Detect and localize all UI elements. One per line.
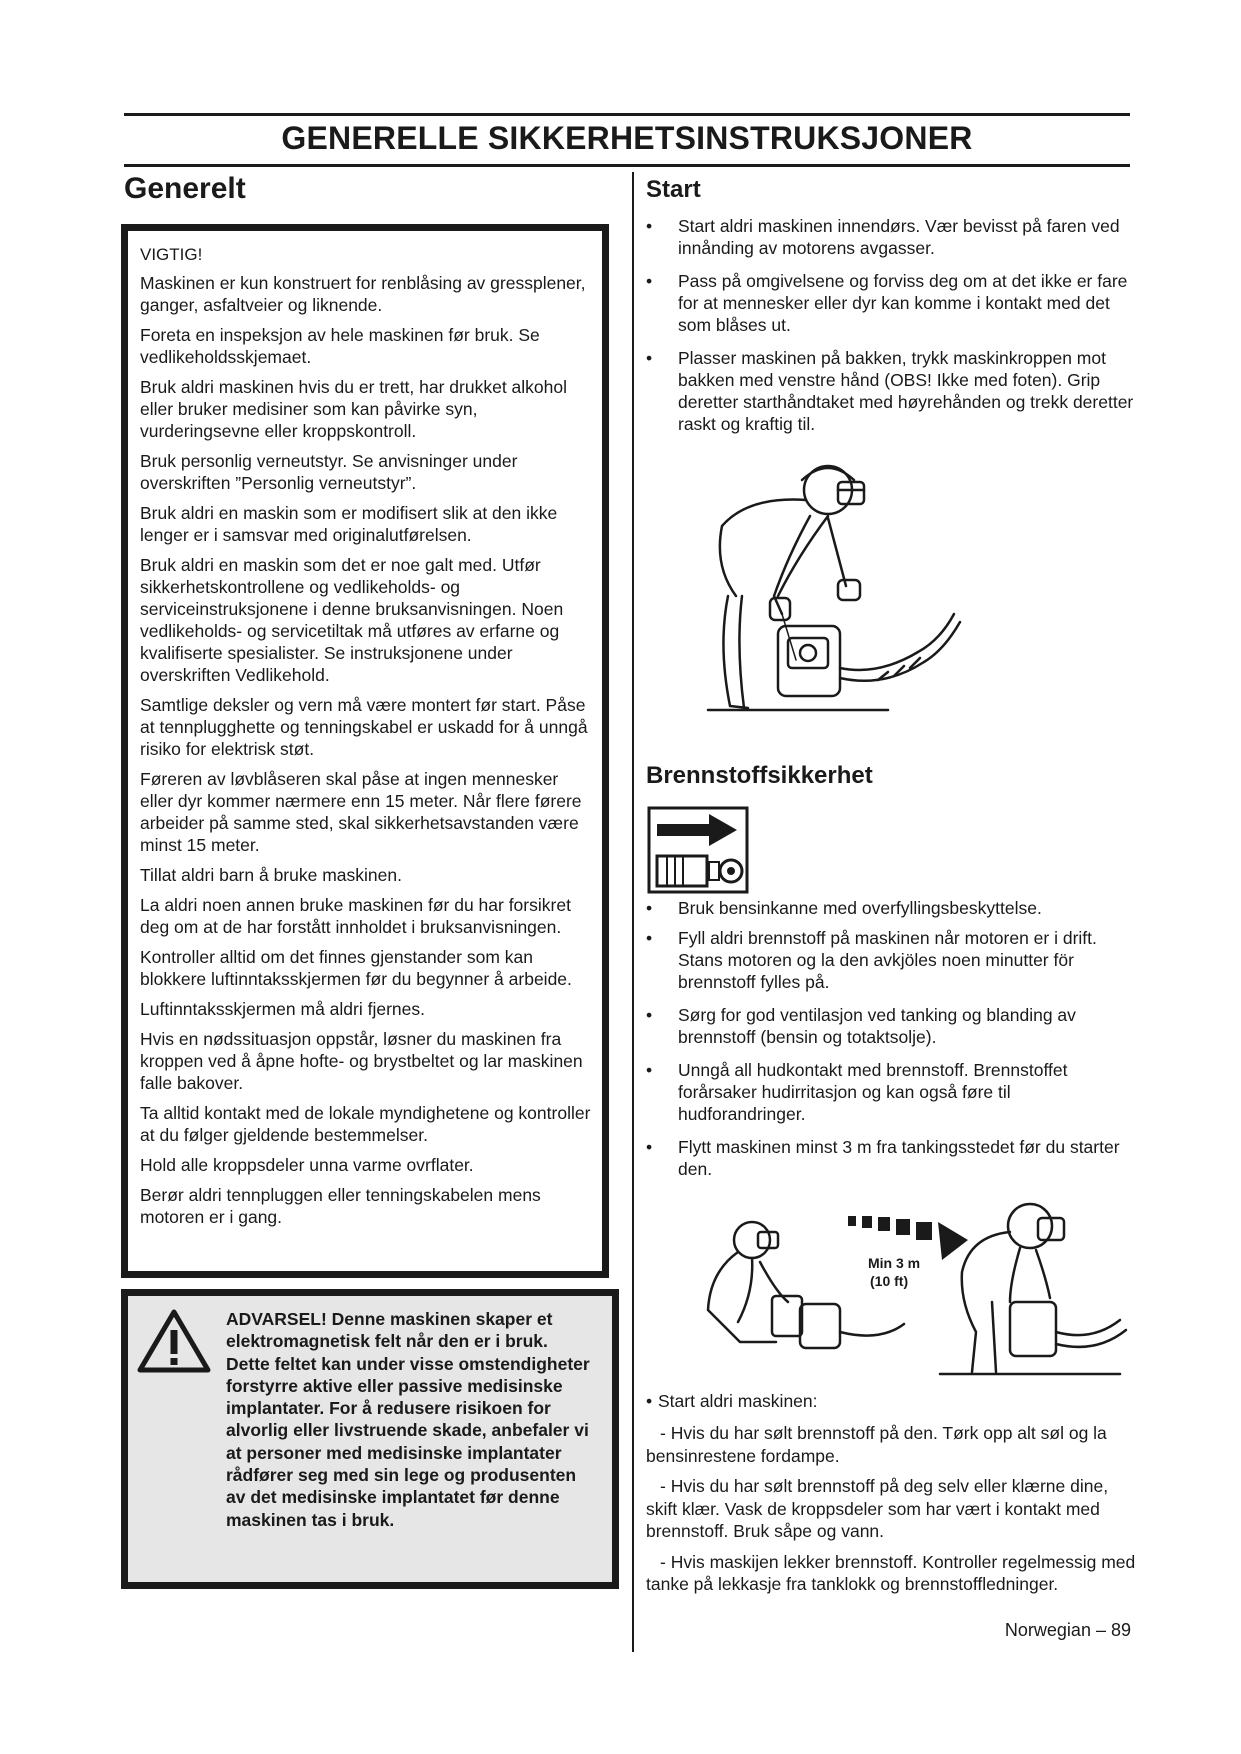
section-heading-brennstoffsikkerhet: Brennstoffsikkerhet (646, 762, 873, 789)
fuel-bullet: • Bruk bensinkanne med overfyllingsbeskyttelse. (646, 897, 1136, 919)
important-paragraph: Føreren av løvblåseren skal påse at ingen mennesker eller dyr kommer nærmere enn 15 meter. Når flere førere arbeider på samme sted, skal sikkerhetsavstanden være minst 15 meter. (140, 769, 582, 855)
column-divider (632, 172, 634, 1652)
page-title: GENERELLE SIKKERHETSINSTRUKSJONER (281, 120, 973, 156)
start-bullet-list (646, 215, 1136, 446)
distance-label: (10 ft) (870, 1273, 909, 1289)
fueling-distance-illustration (680, 1192, 1140, 1382)
important-paragraph: Bruk aldri en maskin som er modifisert slik at den ikke lenger er i samsvar med originalutførelsen. (140, 503, 558, 545)
important-paragraph: Berør aldri tennpluggen eller tenningskabelen mens motoren er i gang. (140, 1185, 541, 1227)
warning-triangle-icon (136, 1308, 212, 1374)
important-paragraph: Maskinen er kun konstruert for renblåsing av gressplener, ganger, asfaltveier og liknende. (140, 273, 586, 315)
page-footer: Norwegian – 89 (1004, 1620, 1131, 1640)
fuel-can-icon (647, 806, 749, 894)
important-paragraph: Ta alltid kontakt med de lokale myndighetene og kontroller at du følger gjeldende bestemmelser. (140, 1103, 591, 1145)
fuel-bullet-list (646, 897, 1136, 1191)
important-paragraph: Tillat aldri barn å bruke maskinen. (140, 865, 402, 885)
important-paragraph: Samtlige deksler og vern må være montert før start. Påse at tennplugghette og tenningskabel er uskadd for å unngå risiko for elektrisk støt. (140, 695, 588, 759)
important-paragraph: La aldri noen annen bruke maskinen før du har forsikret deg om at de har forstått innholdet i bruksanvisningen. (140, 895, 571, 937)
important-paragraph: Bruk aldri maskinen hvis du er trett, har drukket alkohol eller bruker medisiner som kan påvirke syn, vurderingsevne eller kroppskontroll. (140, 377, 567, 441)
important-paragraph: Hvis en nødssituasjon oppstår, løsner du maskinen fra kroppen ved å åpne hofte- og brystbeltet og lar maskinen falle bakover. (140, 1029, 583, 1093)
start-never-item: - Hvis maskijen lekker brennstoff. Kontroller regelmessig med tanke på lekkasje fra tanklokk og brennstoffledninger. (646, 1551, 1136, 1594)
warning-box (121, 1289, 619, 1589)
important-paragraph: Bruk aldri en maskin som det er noe galt med. Utfør sikkerhetskontrollene og vedlikeholds- og serviceinstruksjonene i denne bruksanvisningen. Noen vedlikeholds- og servicetiltak må utføres av erfarne og kvalifiserte spesialister. Se instruksjonene under overskriften Vedlikehold. (140, 555, 564, 685)
start-bullet: • Plasser maskinen på bakken, trykk maskinkroppen mot bakken med venstre hånd (OBS! Ikke med foten). Grip deretter starthåndtaket med høyrehånden og trekk deretter raskt og kraftig til. (646, 347, 1136, 435)
start-bullet: • Pass på omgivelsene og forviss deg om at det ikke er fare for at mennesker eller dyr kan komme i kontakt med det som blåses ut. (646, 270, 1136, 336)
fuel-bullet: • Sørg for god ventilasjon ved tanking og blanding av brennstoff (bensin og totaktsolje). (646, 1004, 1136, 1048)
start-bullet: • Start aldri maskinen innendørs. Vær bevisst på faren ved innånding av motorens avgasser. (646, 215, 1136, 259)
important-paragraph: Hold alle kroppsdeler unna varme ovrflater. (140, 1155, 474, 1175)
start-never-bullet: • Start aldri maskinen: (646, 1390, 1136, 1412)
important-paragraph: Bruk personlig verneutstyr. Se anvisninger under overskriften ”Personlig verneutstyr”. (140, 451, 518, 493)
section-heading-start: Start (646, 176, 701, 203)
section-heading-generelt: Generelt (124, 172, 246, 205)
important-box (121, 224, 609, 1278)
start-never-section (646, 1390, 1136, 1604)
important-paragraph: Kontroller alltid om det finnes gjenstander som kan blokkere luftinntaksskjermen før du begynner å arbeide. (140, 947, 572, 989)
fuel-bullet: • Flytt maskinen minst 3 m fra tankingsstedet før du starter den. (646, 1136, 1136, 1180)
top-rule (124, 113, 1130, 116)
important-paragraph: Foreta en inspeksjon av hele maskinen før bruk. Se vedlikeholdsskjemaet. (140, 325, 540, 367)
start-never-item: - Hvis du har sølt brennstoff på deg selv eller klærne dine, skift klær. Vask de kroppsdeler som har vært i kontakt med brennstoff. Bruk såpe og vann. (646, 1476, 1109, 1541)
start-never-item: - Hvis du har sølt brennstoff på den. Tørk opp alt søl og la bensinrestene fordampe. (646, 1423, 1107, 1466)
important-label: VIGTIG! (140, 245, 203, 264)
important-paragraph: Luftinntaksskjermen må aldri fjernes. (140, 999, 425, 1019)
title-rule (124, 164, 1130, 167)
warning-text: ADVARSEL! Denne maskinen skaper et elektromagnetisk felt når den er i bruk. Dette feltet kan under visse omstendigheter forstyrre aktive eller passive medisinske implantater. For å redusere risikoen for alvorlig eller livstruende skade, anbefaler vi at personer med medisinske implantater rådfører seg med sin lege og produsenten av det medisinske implantatet før denne maskinen tas i bruk. (226, 1309, 590, 1530)
distance-label: Min 3 m (868, 1255, 921, 1271)
fuel-bullet: • Fyll aldri brennstoff på maskinen når motoren er i drift. Stans motoren og la den avkjöles noen minutter för brennstoff fylles på. (646, 927, 1136, 993)
fuel-bullet: • Unngå all hudkontakt med brennstoff. Brennstoffet forårsaker hudirritasjon og kan også føre til hudforandringer. (646, 1059, 1136, 1125)
starting-blower-illustration (678, 446, 978, 746)
